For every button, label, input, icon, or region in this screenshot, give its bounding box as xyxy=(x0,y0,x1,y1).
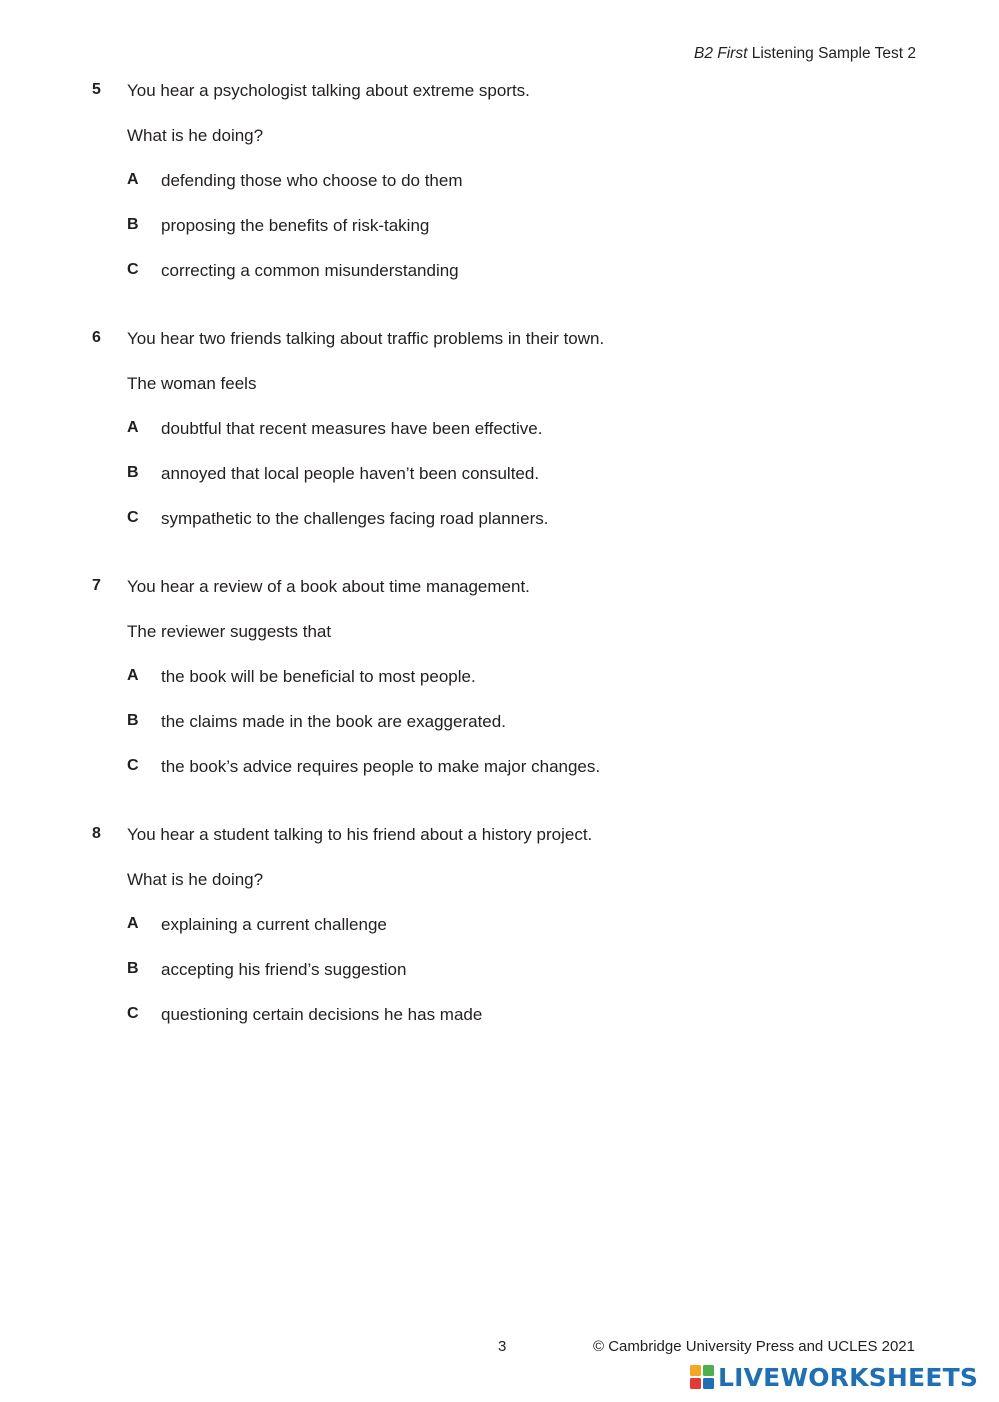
question-text: You hear two friends talking about traffic problems in their town. xyxy=(127,329,605,348)
question-text: You hear a student talking to his friend about a history project. xyxy=(127,825,593,844)
option-text-c[interactable]: questioning certain decisions he has made xyxy=(161,1005,483,1024)
option-letter-c: C xyxy=(127,1005,139,1022)
liveworksheets-brand[interactable] xyxy=(690,1362,978,1392)
question-stem: The woman feels xyxy=(127,374,257,393)
option-text-c[interactable]: the book’s advice requires people to make major changes. xyxy=(161,757,601,776)
option-letter-c: C xyxy=(127,261,139,278)
copyright-notice: © Cambridge University Press and UCLES 2021 xyxy=(592,1338,915,1355)
option-letter-a: A xyxy=(127,171,139,188)
liveworksheets-logo-icon xyxy=(690,1365,714,1389)
option-text-b[interactable]: annoyed that local people haven’t been consulted. xyxy=(161,464,540,483)
option-letter-a: A xyxy=(127,915,139,932)
option-letter-a: A xyxy=(127,419,139,436)
option-letter-b: B xyxy=(127,464,139,481)
option-text-a[interactable]: the book will be beneficial to most people. xyxy=(161,667,476,686)
option-letter-c: C xyxy=(127,509,139,526)
page-number: 3 xyxy=(498,1338,507,1355)
question-number: 8 xyxy=(92,825,101,842)
question-stem: The reviewer suggests that xyxy=(127,622,332,641)
option-text-c[interactable]: correcting a common misunderstanding xyxy=(161,261,459,280)
question-stem: What is he doing? xyxy=(127,126,264,145)
question-text: You hear a psychologist talking about extreme sports. xyxy=(127,81,530,100)
option-letter-b: B xyxy=(127,216,139,233)
question-number: 6 xyxy=(92,329,101,346)
question-stem: What is he doing? xyxy=(127,870,264,889)
question-number: 7 xyxy=(92,577,101,594)
option-text-b[interactable]: accepting his friend’s suggestion xyxy=(161,960,407,979)
option-letter-b: B xyxy=(127,712,139,729)
option-text-b[interactable]: proposing the benefits of risk-taking xyxy=(161,216,430,235)
option-letter-c: C xyxy=(127,757,139,774)
question-text: You hear a review of a book about time management. xyxy=(127,577,530,596)
option-text-b[interactable]: the claims made in the book are exaggerated. xyxy=(161,712,506,731)
brand-name: LIVEWORKSHEETS xyxy=(718,1362,979,1392)
option-letter-b: B xyxy=(127,960,139,977)
option-letter-a: A xyxy=(127,667,139,684)
page-header xyxy=(694,45,916,63)
option-text-c[interactable]: sympathetic to the challenges facing road planners. xyxy=(161,509,549,528)
option-text-a[interactable]: defending those who choose to do them xyxy=(161,171,463,190)
header-title-italic: B2 First xyxy=(694,45,748,62)
option-text-a[interactable]: doubtful that recent measures have been effective. xyxy=(161,419,543,438)
header-title-rest: Listening Sample Test 2 xyxy=(747,45,916,62)
question-number: 5 xyxy=(92,81,101,98)
option-text-a[interactable]: explaining a current challenge xyxy=(161,915,387,934)
